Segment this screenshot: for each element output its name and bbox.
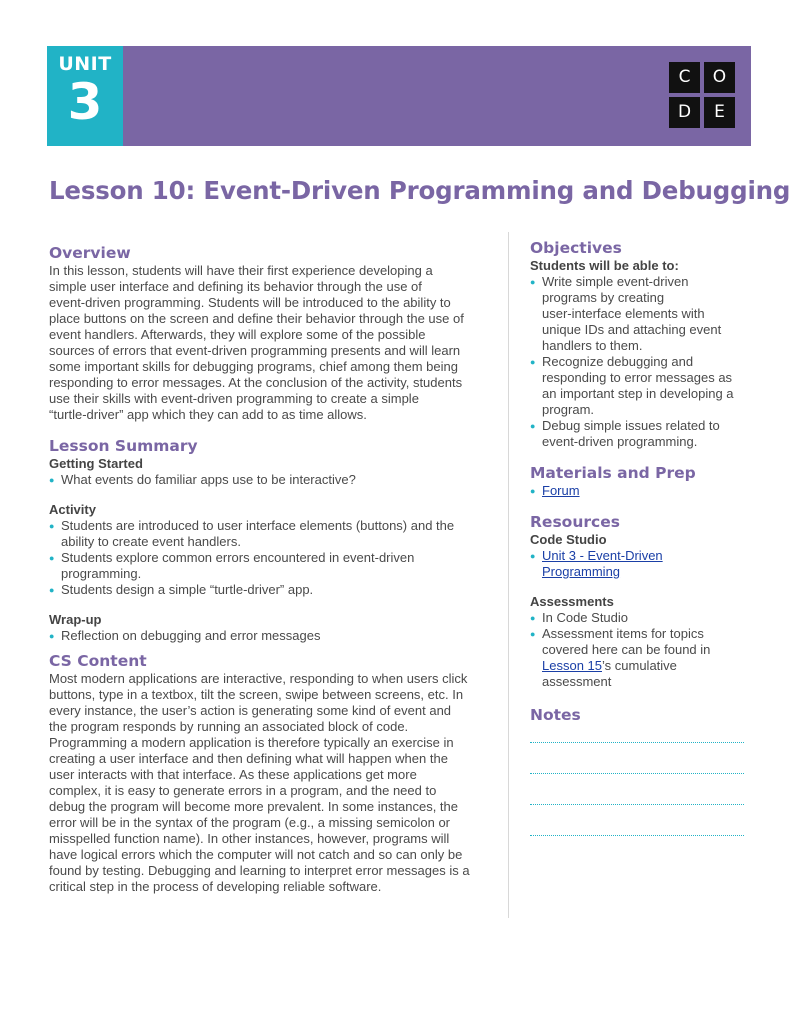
resources-heading: Resources (530, 513, 620, 531)
notes-heading: Notes (530, 706, 581, 724)
logo-letter-c: C (669, 62, 700, 93)
left-column (49, 244, 489, 895)
objectives-intro: Students will be able to: (530, 258, 679, 273)
overview-heading: Overview (49, 244, 131, 262)
list-item: ● Reflection on debugging and error messages (49, 628, 489, 644)
unit-label: UNIT (58, 53, 112, 75)
list-item: ● Students design a simple “turtle-driver” app. (49, 582, 489, 598)
list-item: ● Write simple event-driven programs by creating user-interface elements with unique IDs and attaching event handlers to them. (530, 274, 748, 354)
list-item (530, 548, 748, 580)
overview-text: In this lesson, students will have their first experience developing a simple user interface and defining its behavior through the use of event-driven programming. Students will be introduced to the ability to place buttons on the screen and define their behavior through the use of event handlers. Afterwards, they will explore some of the possible sources of errors that event-driven programming presents and will learn some important skills for debugging programs, chief among them being responding to error messages. At the conclusion of the activity, students use their skills with event-driven programming to create a simple “turtle-driver” app which they can add to as time allows. (49, 263, 464, 422)
unit-number: 3 (67, 73, 103, 131)
note-line[interactable] (530, 835, 744, 836)
code-studio-heading: Code Studio (530, 532, 607, 547)
note-line[interactable] (530, 773, 744, 774)
activity-heading: Activity (49, 502, 96, 517)
wrap-up-heading: Wrap-up (49, 612, 102, 627)
materials-list (530, 483, 748, 499)
wrap-up-list (49, 628, 489, 644)
unit-banner (47, 46, 751, 146)
cs-content-text: Most modern applications are interactive, responding to when users click buttons, type in a textbox, tilt the screen, swipe between screens, etc. In every instance, the user’s action is generating some kind of event and the program responds by running an associated block of code. Programming a modern application is therefore typically an exercise in creating a user interface and then defining what will happen when the user interacts with that interface. As these applications get more complex, it is easy to generate errors in a program, and the need to debug the program will become more prevalent. In some instances, the error will be in the syntax of the program (e.g., a missing semicolon or misspelled function name). In other instances, however, programs will have logical errors which the computer will not catch and so can only be found by testing. Debugging and learning to interpret error messages is a critical step in the process of developing reliable software. (49, 671, 470, 894)
getting-started-list (49, 472, 489, 488)
note-line[interactable] (530, 742, 744, 743)
lesson-summary-heading: Lesson Summary (49, 437, 198, 455)
list-item: ● What events do familiar apps use to be interactive? (49, 472, 489, 488)
note-line[interactable] (530, 804, 744, 805)
cs-content-heading: CS Content (49, 652, 147, 670)
logo-letter-o: O (704, 62, 735, 93)
logo-letter-d: D (669, 97, 700, 128)
list-item: ● Assessment items for topics covered here can be found in Lesson 15’s cumulative assessment (530, 626, 748, 690)
list-item: ● Students are introduced to user interface elements (buttons) and the ability to create event handlers. (49, 518, 489, 550)
lesson-title: Lesson 10: Event-Driven Programming and Debugging (49, 176, 791, 205)
list-item: ● In Code Studio (530, 610, 748, 626)
assessments-list (530, 610, 748, 690)
list-item: ● Recognize debugging and responding to error messages as an important step in developing a program. (530, 354, 748, 418)
objectives-heading: Objectives (530, 239, 622, 257)
code-studio-list (530, 548, 748, 580)
forum-link[interactable]: Forum (542, 483, 580, 498)
code-logo (669, 62, 735, 128)
objectives-list (530, 274, 748, 450)
logo-letter-e: E (704, 97, 735, 128)
getting-started-heading: Getting Started (49, 456, 143, 471)
list-item: ● Debug simple issues related to event-driven programming. (530, 418, 748, 450)
lesson-15-link[interactable]: Lesson 15 (542, 658, 602, 673)
unit-badge (47, 46, 123, 146)
list-item: ● Students explore common errors encountered in event-driven programming. (49, 550, 489, 582)
column-divider (508, 232, 509, 918)
materials-heading: Materials and Prep (530, 464, 696, 482)
list-item (530, 483, 748, 499)
activity-list (49, 518, 489, 598)
assessments-heading: Assessments (530, 594, 614, 609)
unit-3-link[interactable]: Unit 3 - Event-Driven Programming (542, 548, 663, 579)
right-column (530, 239, 748, 866)
